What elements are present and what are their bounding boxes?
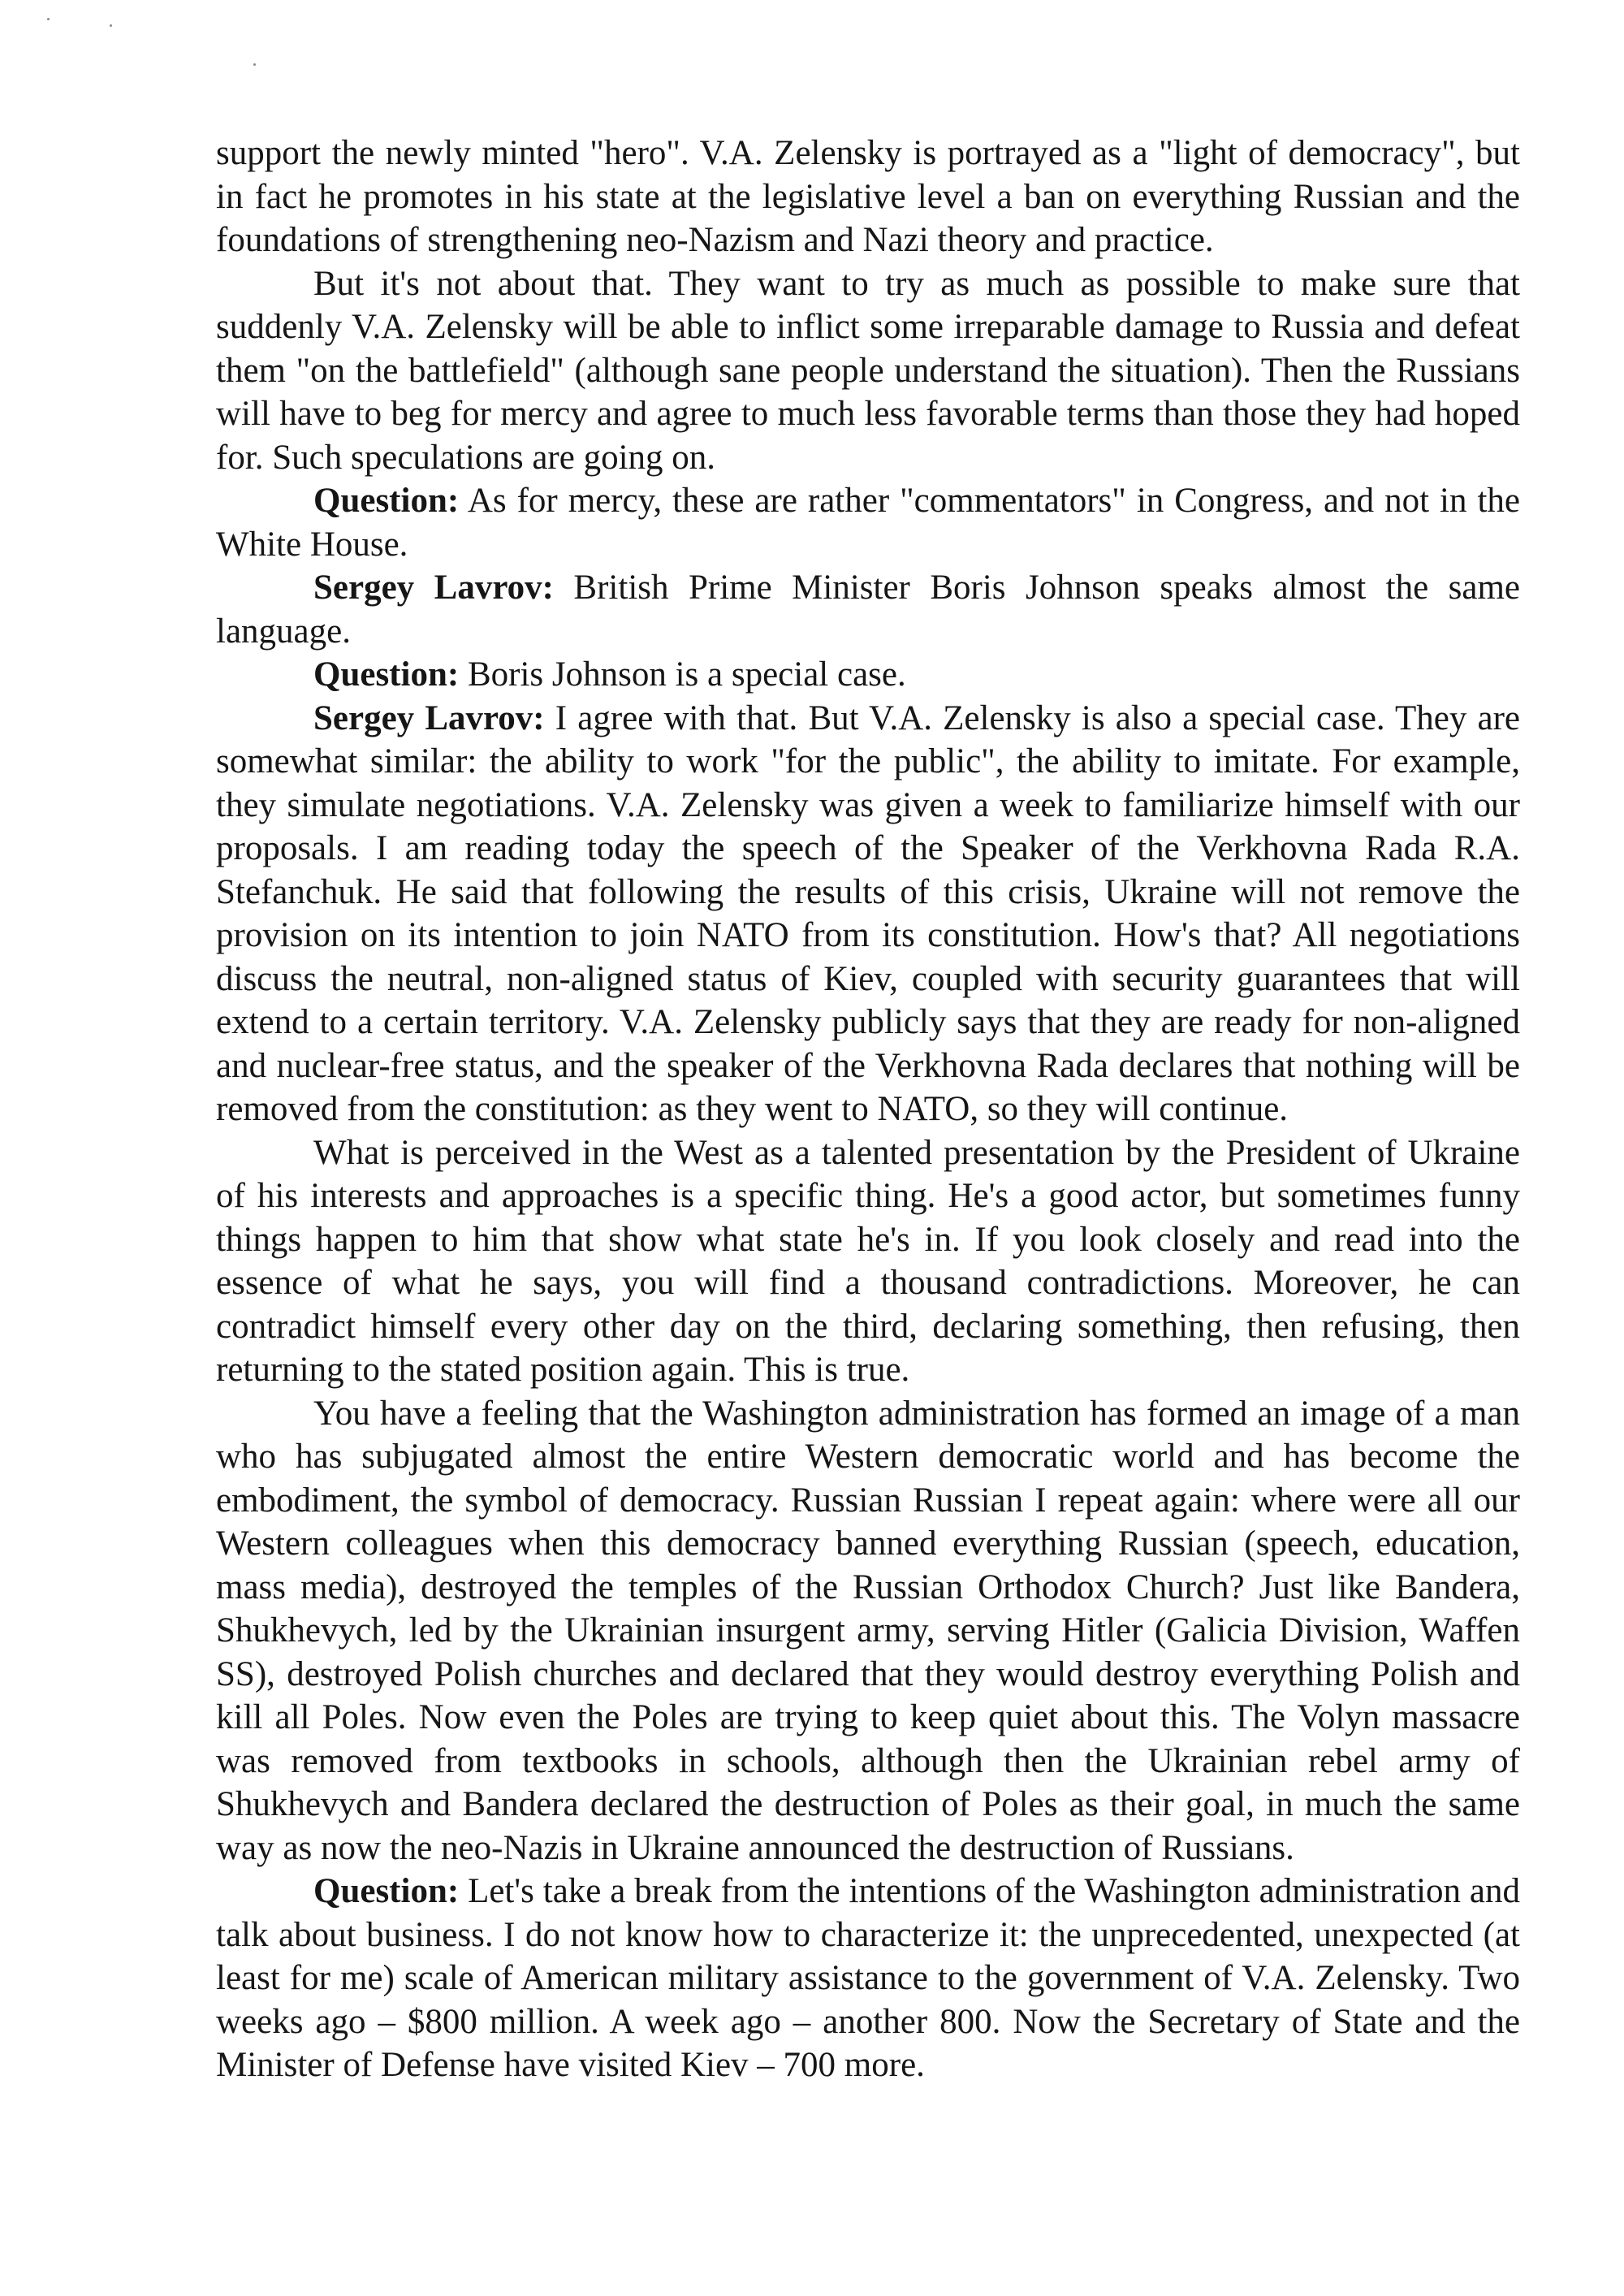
speaker-label: Question: bbox=[313, 1872, 460, 1910]
paragraph-text: What is perceived in the West as a talented presentation by the President of Ukraine of his interests and approaches is a specific thing. He's a good actor, but sometimes funny things happen to him that show what state he's in. If you look closely and read into the essence of what he says, you will find a thousand contradictions. Moreover, he can contradict himself every other day on the third, declaring something, then refusing, then returning to the stated position again. This is true. bbox=[216, 1133, 1520, 1389]
paragraph bbox=[216, 479, 1520, 566]
paragraph-text: Boris Johnson is a special case. bbox=[467, 655, 906, 694]
paragraph-text: Let's take a break from the intentions of the Washington administration and talk about business. I do not know how to characterize it: the unprecedented, unexpected (at least for me) scale of American military assistance to the government of V.A. Zelensky. Two weeks ago – $800 million. A week ago – another 800. Now the Secretary of State and the Minister of Defense have visited Kiev – 700 more. bbox=[216, 1872, 1520, 2084]
paragraph-text: British Prime Minister Boris Johnson speaks almost the same language. bbox=[216, 569, 1520, 651]
speaker-label: Sergey Lavrov: bbox=[313, 698, 545, 737]
speaker-label: Question: bbox=[313, 482, 460, 520]
paragraph bbox=[216, 1131, 1520, 1392]
paragraph-text: support the newly minted "hero". V.A. Zelensky is portrayed as a "light of democracy", but in fact he promotes in his state at the legislative level a ban on everything Russian and the foundations of strengthening neo-Nazism and Nazi theory and practice. bbox=[216, 134, 1520, 259]
scan-speck bbox=[110, 24, 112, 27]
document-body bbox=[216, 132, 1520, 2087]
paragraph bbox=[216, 1392, 1520, 1870]
paragraph-text: But it's not about that. They want to try as much as possible to make sure that suddenly V.A. Zelensky will be able to inflict some irreparable damage to Russia and defeat them "on the battlefield" (although sane people understand the situation). Then the Russians will have to beg for mercy and agree to much less favorable terms than those they had hoped for. Such speculations are going on. bbox=[216, 264, 1520, 477]
speaker-label: Question: bbox=[313, 655, 460, 694]
paragraph-text: You have a feeling that the Washington administration has formed an image of a man who has subjugated almost the entire Western democratic world and has become the embodiment, the symbol of democracy. Russian Russian I repeat again: where were all our Western colleagues when this democracy banned everything Russian (speech, education, mass media), destroyed the temples of the Russian Orthodox Church? Just like Bandera, Shukhevych, led by the Ukrainian insurgent army, serving Hitler (Galicia Division, Waffen SS), destroyed Polish churches and declared that they would destroy everything Polish and kill all Poles. Now even the Poles are trying to keep quiet about this. The Volyn massacre was removed from textbooks in schools, although then the Ukrainian rebel army of Shukhevych and Bandera declared the destruction of Poles as their goal, in much the same way as now the neo-Nazis in Ukraine announced the destruction of Russians. bbox=[216, 1394, 1520, 1867]
scan-speck bbox=[253, 63, 256, 66]
paragraph-text: I agree with that. But V.A. Zelensky is also a special case. They are somewhat similar: the ability to work "for the public", the ability to imitate. For example, they simulate negotiations. V.A. Zelensky was given a week to familiarize himself with our proposals. I am reading today the speech of the Speaker of the Verkhovna Rada R.A. Stefanchuk. He said that following the results of this crisis, Ukraine will not remove the provision on its intention to join NATO from its constitution. How's that? All negotiations discuss the neutral, non-aligned status of Kiev, coupled with security guarantees that will extend to a certain territory. V.A. Zelensky publicly says that they are ready for non-aligned and nuclear-free status, and the speaker of the Verkhovna Rada declares that nothing will be removed from the constitution: as they went to NATO, so they will continue. bbox=[216, 698, 1521, 1128]
scan-speck bbox=[47, 18, 50, 20]
paragraph bbox=[216, 262, 1520, 480]
paragraph bbox=[216, 1870, 1520, 2087]
paragraph bbox=[216, 653, 1520, 697]
paragraph bbox=[216, 132, 1520, 262]
speaker-label: Sergey Lavrov: bbox=[313, 569, 554, 607]
paragraph bbox=[216, 566, 1520, 653]
paragraph-text: As for mercy, these are rather "commentators" in Congress, and not in the White House. bbox=[216, 482, 1520, 564]
paragraph bbox=[216, 697, 1520, 1131]
